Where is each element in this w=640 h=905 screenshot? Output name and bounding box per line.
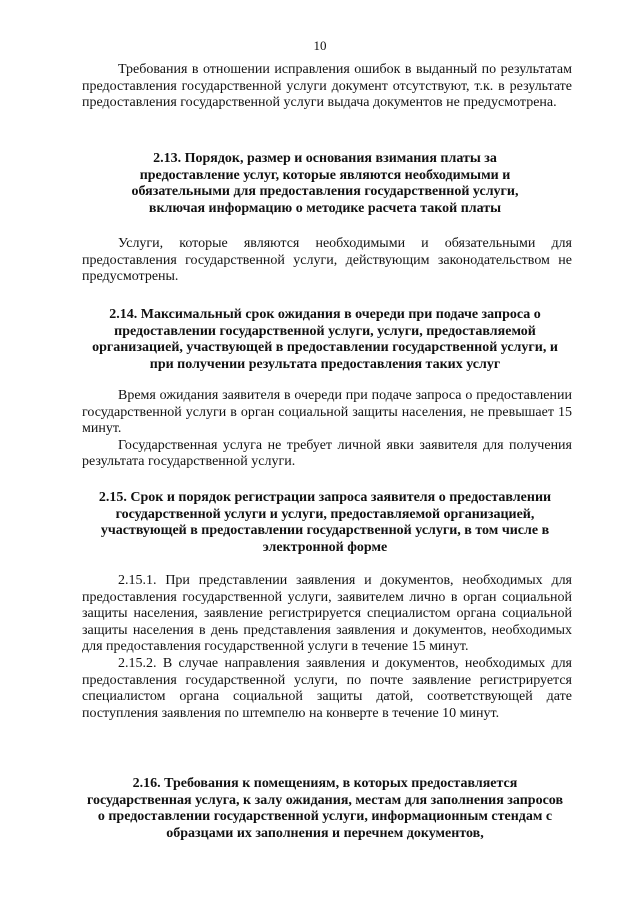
section-2-13-paragraph-1: Услуги, которые являются необходимыми и обязательными для предоставления государственной услуги, действующим законодательством не предусмотрены. xyxy=(82,236,572,285)
section-2-14-paragraph-1: Время ожидания заявителя в очереди при подаче запроса о предоставлении государственной услуги в орган социальной защиты населения, не превышает 15 минут. xyxy=(82,388,572,437)
section-2-14-body xyxy=(82,388,572,471)
section-2-15-heading: 2.15. Срок и порядок регистрации запроса заявителя о предоставлении государственной услуги и услуги, предоставляемой организацией, участвующей в предоставлении государственной услуги, в том числе в электронной форме xyxy=(98,490,552,555)
section-2-15-paragraph-2: 2.15.2. В случае направления заявления и документов, необходимых для предоставления государственной услуги, по почте заявление регистрируется специалистом органа социальной защиты датой, соответствующей дате поступления заявления по штемпелю на конверте в течение 10 минут. xyxy=(82,655,572,721)
section-2-15-paragraph-1: 2.15.1. При представлении заявления и документов, необходимых для предоставления государственной услуги, заявителем лично в орган социальной защиты населения, заявление регистрируется специалистом органа социальной защиты населения в день представления заявления и документов, необходимых для предоставления государственной услуги в течение 15 минут. xyxy=(82,573,572,655)
section-2-13-body xyxy=(82,236,572,286)
intro-paragraph xyxy=(82,62,572,112)
section-2-14-paragraph-2: Государственная услуга не требует личной явки заявителя для получения результата государственной услуги. xyxy=(82,437,572,470)
section-2-16-heading: 2.16. Требования к помещениям, в которых предоставляется государственная услуга, к залу ожидания, местам для заполнения запросов о предоставлении государственной услуги, информационным стендам с образцами их заполнения и перечнем документов, xyxy=(86,776,564,841)
page-number: 10 xyxy=(313,38,327,53)
section-2-13-heading: 2.13. Порядок, размер и основания взимания платы за предоставление услуг, которые являются необходимыми и обязательными для предоставления государственной услуги, включая информацию о методике расчета такой платы xyxy=(131,151,519,216)
section-2-15-body xyxy=(82,573,572,722)
section-2-14-heading: 2.14. Максимальный срок ожидания в очереди при подаче запроса о предоставлении государственной услуги, услуги, предоставляемой организацией, участвующей в предоставлении государственной услуги, и при получении результата предоставления таких услуг xyxy=(92,307,558,372)
intro-text: Требования в отношении исправления ошибок в выданный по результатам предоставления государственной услуги документ отсутствуют, т.к. в результате предоставления государственной услуги выдача документов не предусмотрена. xyxy=(82,62,572,111)
